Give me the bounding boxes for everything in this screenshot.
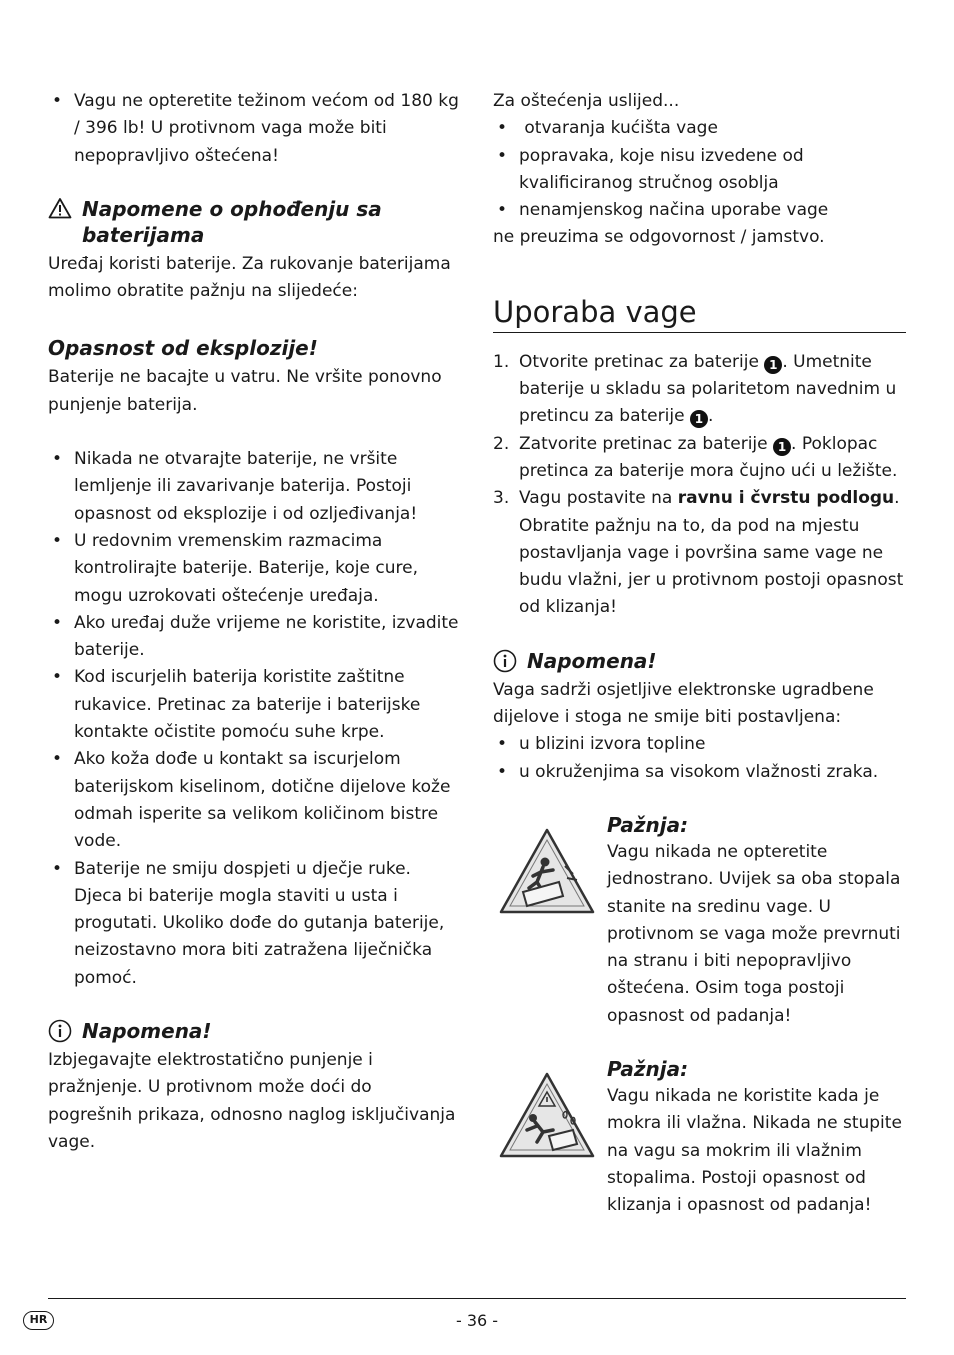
wet-scale-slip-hazard-icon xyxy=(497,1070,597,1160)
step-number: 3. xyxy=(493,488,510,509)
step-item: 1. Otvorite pretinac za baterije 1 . Umetnite baterije u skladu sa polaritetom navednim u pretincu za baterije 1 . xyxy=(493,349,906,431)
list-item: • Nikada ne otvarajte baterije, ne vršite lemljenje ili zavarivanje baterija. Postoji opasnost od eksplozije i od ozljeđivanja! xyxy=(48,446,460,528)
battery-list xyxy=(48,446,460,992)
step-number: 1. xyxy=(493,351,510,372)
left-note-heading-text: Napomena! xyxy=(82,1019,212,1044)
list-item: • Ako uređaj duže vrijeme ne koristite, izvadite baterije. xyxy=(48,610,460,665)
right-note-text: Vaga sadrži osjetljive elektronske ugradbene dijelove i stoga ne smije biti postavljena: xyxy=(493,679,874,728)
right-note-heading-text: Napomena! xyxy=(527,648,657,673)
left-column xyxy=(48,88,460,1156)
battery-compartment-ref-badge: 1 xyxy=(764,356,782,374)
right-note-heading xyxy=(493,648,906,674)
warning-triangle-icon xyxy=(48,197,72,225)
footer-divider xyxy=(48,1298,906,1299)
list-item: • U redovnim vremenskim razmacima kontrolirajte baterije. Baterije, koje cure, mogu uzrokovati oštećenje uređaja. xyxy=(48,528,460,610)
intro-list xyxy=(48,88,460,170)
list-item: • Vagu ne opteretite težinom većom od 180 kg / 396 lb! U protivnom vaga može biti nepopravljivo oštećena! xyxy=(48,88,460,170)
explosion-text: Baterije ne bacajte u vatru. Ne vršite ponovno punjenje baterija. xyxy=(48,367,442,415)
info-circle-icon xyxy=(48,1019,72,1049)
list-item: • Kod iscurjelih baterija koristite zaštitne rukavice. Pretinac za baterije i baterijske kontakte očistite pomoću suhe krpe. xyxy=(48,664,460,746)
battery-compartment-ref-badge: 1 xyxy=(690,410,708,428)
damage-intro: Za oštećenja uslijed... xyxy=(493,91,680,111)
info-circle-icon xyxy=(493,649,517,679)
scale-tipping-hazard-icon xyxy=(497,826,597,916)
battery-intro: Uređaj koristi baterije. Za rukovanje baterijama molimo obratite pažnju na slijedeće: xyxy=(48,253,451,302)
right-column xyxy=(493,88,906,1220)
step-item: 3. Vagu postavite na ravnu i čvrstu podlogu. Obratite pažnju na to, da pod na mjestu postavljanja vage i površina same vage ne budu vlažni, jer u protivnom postoji opasnost od klizanja! xyxy=(493,485,906,621)
caution-text: Vagu nikada ne koristite kada je mokra ili vlažna. Nikada ne stupite na vagu sa mokrim ili vlažnim stopalima. Postoji opasnost od klizanja i opasnost od padanja! xyxy=(607,1086,902,1216)
damage-list xyxy=(493,115,906,224)
placement-list xyxy=(493,731,906,786)
list-item: • Ako koža dođe u kontakt sa iscurjelom baterijskom kiselinom, dotične dijelove kože odmah isperite sa velikom količinom bistre vode. xyxy=(48,746,460,855)
list-item: • popravaka, koje nisu izvedene od kvalificiranog stručnog osoblja xyxy=(493,143,906,198)
list-item: • u blizini izvora topline xyxy=(493,731,906,758)
page-number: - 36 - xyxy=(455,1311,499,1330)
caution-block-tipping xyxy=(493,812,906,1030)
battery-heading xyxy=(48,196,460,248)
list-item: • nenamjenskog načina uporabe vage xyxy=(493,197,906,224)
steps-list xyxy=(493,349,906,622)
battery-heading-text: Napomene o ophođenju sa baterijama xyxy=(82,196,382,247)
left-note-text: Izbjegavajte elektrostatično punjenje i pražnjenje. U protivnom može doći do pogrešnih prikaza, odnosno naglog isključivanja vage. xyxy=(48,1050,456,1152)
section-title: Uporaba vage xyxy=(493,294,906,333)
list-item: • Baterije ne smiju dospjeti u dječje ruke. Djeca bi baterije mogla staviti u usta i progutati. Ukoliko dođe do gutanja baterije, neizostavno mora biti zatražena liječnička pomoć. xyxy=(48,856,460,992)
caution-block-slipping xyxy=(493,1056,906,1219)
damage-outro: ne preuzima se odgovornost / jamstvo. xyxy=(493,227,825,248)
left-note-heading xyxy=(48,1018,460,1044)
battery-compartment-ref-badge: 1 xyxy=(773,438,791,456)
list-item: • otvaranja kućišta vage xyxy=(493,115,906,142)
country-code-badge: HR xyxy=(23,1311,54,1330)
list-item: • u okruženjima sa visokom vlažnosti zraka. xyxy=(493,759,906,786)
caution-title: Pažnja: xyxy=(607,812,689,837)
explosion-heading: Opasnost od eksplozije! xyxy=(48,336,318,361)
step-number: 2. xyxy=(493,433,510,454)
caution-title: Pažnja: xyxy=(607,1057,689,1082)
step-item: 2. Zatvorite pretinac za baterije 1 . Poklopac pretinca za baterije mora čujno ući u ležište. xyxy=(493,431,906,486)
caution-text: Vagu nikada ne opteretite jednostrano. Uvijek sa oba stopala stanite na sredinu vage. U protivnom se vaga može prevrnuti na stranu i biti nepopravljivo oštećena. Osim toga postoji opasnost od padanja! xyxy=(607,841,901,1026)
